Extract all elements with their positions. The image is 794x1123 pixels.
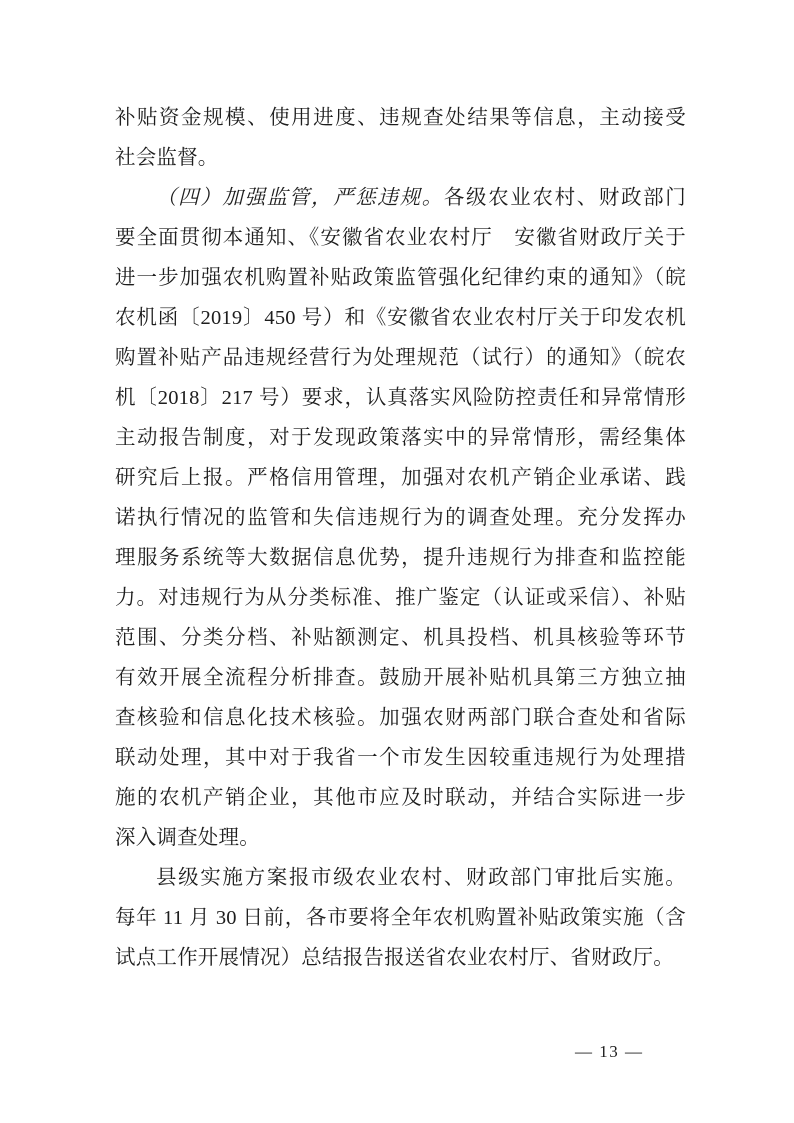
text-line: 进一步加强农机购置补贴政策监管强化纪律约束的通知》（皖: [115, 267, 686, 289]
text-line: 理服务系统等大数据信息优势，提升违规行为排查和监控能: [115, 547, 686, 569]
text-line: 购置补贴产品违规经营行为处理规范（试行）的通知》（皖农: [115, 347, 686, 369]
text-line: 查核验和信息化技术核验。加强农财两部门联合查处和省际: [115, 707, 686, 729]
text-line: 联动处理，其中对于我省一个市发生因较重违规行为处理措: [115, 747, 686, 769]
text-line: 社会监督。: [115, 147, 219, 169]
section-heading: （四）加强监管，严惩违规。: [156, 187, 444, 209]
text-line: 县级实施方案报市级农业农村、财政部门审批后实施。: [156, 867, 686, 889]
text-line: 力。对违规行为从分类标准、推广鉴定（认证或采信）、补贴: [115, 587, 686, 609]
text-line: 要全面贯彻本通知、《安徽省农业农村厅 安徽省财政厅关于: [115, 227, 686, 249]
text-line: 每年 11 月 30 日前，各市要将全年农机购置补贴政策实施（含: [115, 907, 686, 929]
text-line: 补贴资金规模、使用进度、违规查处结果等信息，主动接受: [115, 107, 686, 129]
text-line: 有效开展全流程分析排查。鼓励开展补贴机具第三方独立抽: [115, 667, 686, 689]
text-line: 施的农机产销企业，其他市应及时联动，并结合实际进一步: [115, 787, 686, 809]
text-line: 研究后上报。严格信用管理，加强对农机产销企业承诺、践: [115, 467, 686, 489]
page-number: — 13 —: [575, 1042, 644, 1061]
text-line: 试点工作开展情况）总结报告报送省农业农村厅、省财政厅。: [115, 947, 674, 969]
document-body: [115, 98, 686, 978]
text-line: 范围、分类分档、补贴额测定、机具投档、机具核验等环节: [115, 627, 686, 649]
text-line: 农机函〔2019〕450 号）和《安徽省农业农村厅关于印发农机: [115, 307, 686, 329]
text-line: 深入调查处理。: [115, 827, 260, 849]
text-run: 各级农业农村、财政部门: [443, 187, 686, 209]
text-line: 诺执行情况的监管和失信违规行为的调查处理。充分发挥办: [115, 507, 686, 529]
text-line: [115, 178, 686, 218]
text-line: 主动报告制度，对于发现政策落实中的异常情形，需经集体: [115, 427, 686, 449]
text-line: 机〔2018〕217 号）要求，认真落实风险防控责任和异常情形: [115, 387, 686, 409]
